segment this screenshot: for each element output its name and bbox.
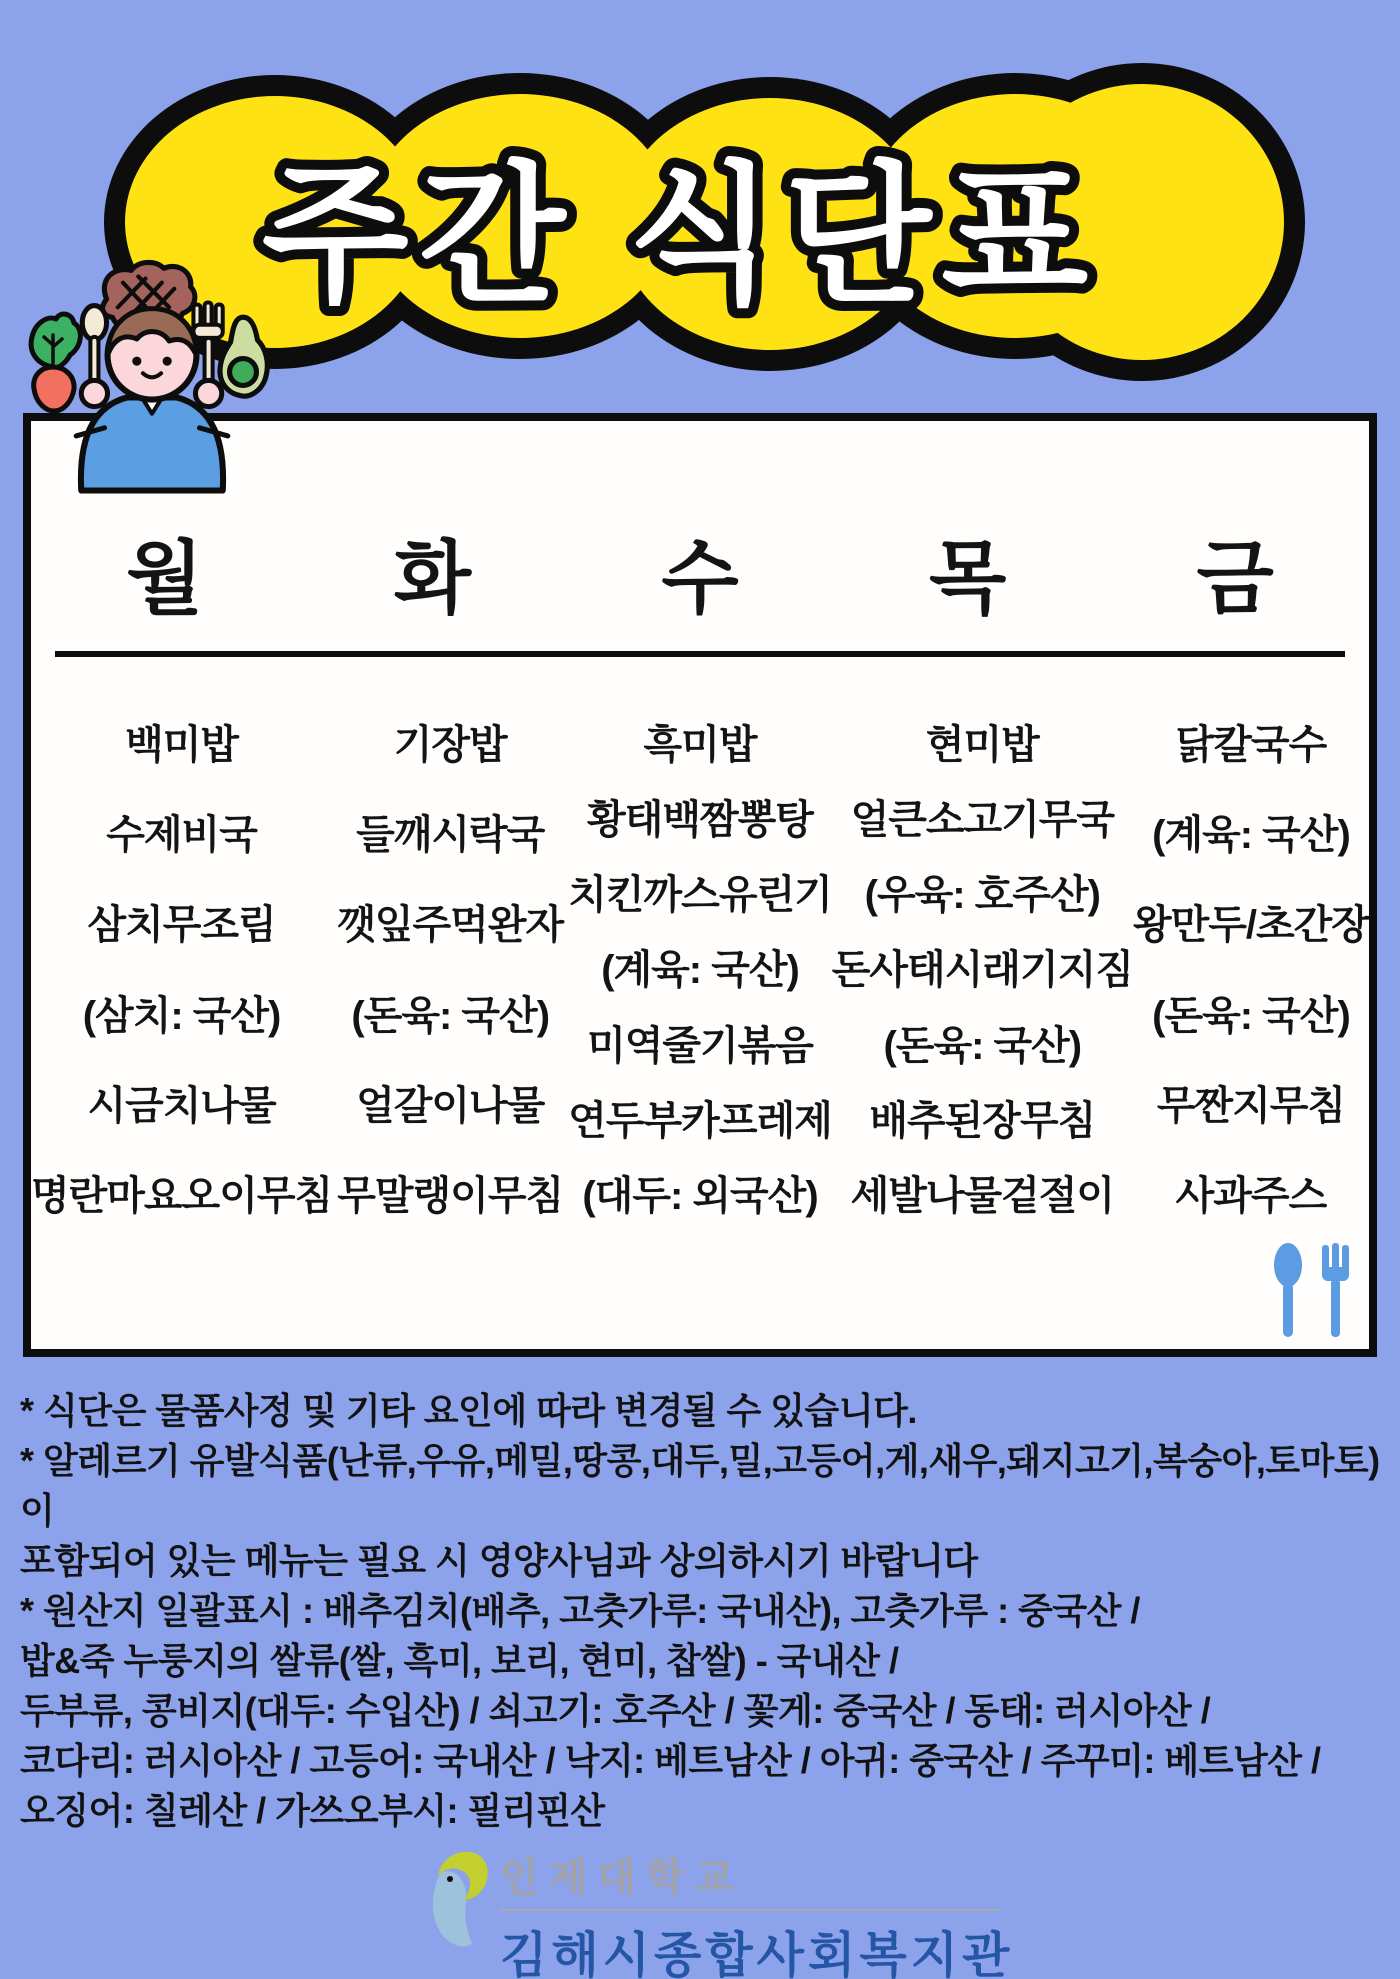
poster-title: 주간 식단표 xyxy=(261,151,1099,321)
note-line: 밥&죽 누룽지의 쌀류(쌀, 흑미, 보리, 현미, 찹쌀) - 국내산 / xyxy=(20,1640,899,1681)
note-line: 오징어: 칠레산 / 가쓰오부시: 필리핀산 xyxy=(20,1790,605,1831)
menu-item: (돈육: 국산) xyxy=(883,1023,1082,1068)
menu-item: (대두: 외국산) xyxy=(582,1173,818,1218)
note-line: 포함되어 있는 메뉴는 필요 시 영양사님과 상의하시기 바랍니다 xyxy=(20,1540,978,1581)
day-header-row xyxy=(31,519,1369,623)
day-header-mon: 월 xyxy=(126,533,204,623)
menu-columns xyxy=(31,713,1369,1221)
day-header-thu: 목 xyxy=(928,533,1007,623)
logo-university-name: 인제대학교 xyxy=(500,1856,744,1900)
menu-card xyxy=(23,413,1377,1357)
menu-item: 미역줄기볶음 xyxy=(587,1023,813,1068)
note-line: * 원산지 일괄표시 : 배추김치(배추, 고춧가루: 국내산), 고춧가루 : 중국산 / xyxy=(20,1590,1140,1631)
menu-item: (우육: 호주산) xyxy=(864,873,1100,918)
day-header-fri: 금 xyxy=(1196,533,1274,623)
menu-item: 세발나물겉절이 xyxy=(850,1173,1115,1218)
menu-item: 현미밥 xyxy=(925,723,1039,767)
menu-item: 들깨시락국 xyxy=(356,813,545,858)
menu-item: 수제비국 xyxy=(106,813,257,858)
menu-item: 닭칼국수 xyxy=(1175,723,1327,767)
day-header-tue: 화 xyxy=(393,533,472,623)
menu-item: (돈육: 국산) xyxy=(351,993,550,1038)
logo-text xyxy=(500,1846,1013,1979)
menu-item: (삼치: 국산) xyxy=(82,993,281,1038)
menu-item: 깻잎주먹완자 xyxy=(337,903,564,948)
logo-organization-name: 김해시종합사회복지관 xyxy=(500,1929,1014,1979)
menu-item: 왕만두/초간장 xyxy=(1132,903,1369,948)
menu-item: 백미밥 xyxy=(125,723,239,767)
menu-item: (계육: 국산) xyxy=(1152,813,1350,858)
menu-item: 배추된장무침 xyxy=(869,1098,1096,1143)
menu-item: 얼큰소고기무국 xyxy=(850,798,1115,843)
bird-logo-icon xyxy=(428,1846,490,1951)
note-line: * 알레르기 유발식품(난류,우유,메밀,땅콩,대두,밀,고등어,게,새우,돼지고기,복숭아,토마토)이 xyxy=(20,1440,1380,1531)
note-line: 코다리: 러시아산 / 고등어: 국내산 / 낙지: 베트남산 / 아귀: 중국산 / 주꾸미: 베트남산 / xyxy=(20,1740,1321,1781)
menu-column-mon xyxy=(31,713,332,1221)
spoon-fork-icon xyxy=(1266,1241,1351,1341)
menu-item: 사과주스 xyxy=(1175,1173,1327,1218)
menu-item: 돈사태시래기지짐 xyxy=(831,948,1133,993)
menu-item: (계육: 국산) xyxy=(601,948,799,993)
menu-item: 삼치무조림 xyxy=(87,903,276,948)
header-divider xyxy=(55,651,1345,657)
note-line: * 식단은 물품사정 및 기타 요인에 따라 변경될 수 있습니다. xyxy=(20,1390,917,1431)
menu-item: 시금치나물 xyxy=(87,1083,276,1128)
menu-item: 황태백짬뽕탕 xyxy=(587,798,813,843)
menu-item: 무말랭이무침 xyxy=(337,1173,564,1218)
menu-item: 무짠지무침 xyxy=(1156,1083,1346,1128)
logo-divider xyxy=(500,1909,1000,1911)
menu-item: 기장밥 xyxy=(393,723,507,767)
menu-item: 연두부카프레제 xyxy=(568,1098,832,1143)
menu-item: 명란마요오이무침 xyxy=(31,1173,333,1218)
menu-item: 얼갈이나물 xyxy=(356,1083,545,1128)
menu-column-wed xyxy=(568,713,831,1221)
notes-section xyxy=(20,1386,1390,1836)
eating-person-illustration xyxy=(56,296,248,494)
note-line: 두부류, 콩비지(대두: 수입산) / 쇠고기: 호주산 / 꽃게: 중국산 / 동태: 러시아산 / xyxy=(20,1690,1211,1731)
day-header-wed: 수 xyxy=(661,533,739,623)
menu-item: 흑미밥 xyxy=(643,723,757,767)
menu-item: 치킨까스유린기 xyxy=(568,873,832,918)
menu-column-tue xyxy=(332,713,568,1221)
menu-column-fri xyxy=(1133,713,1369,1221)
footer-logo xyxy=(428,1846,1013,1979)
menu-column-thu xyxy=(832,713,1133,1221)
menu-item: (돈육: 국산) xyxy=(1152,993,1350,1038)
